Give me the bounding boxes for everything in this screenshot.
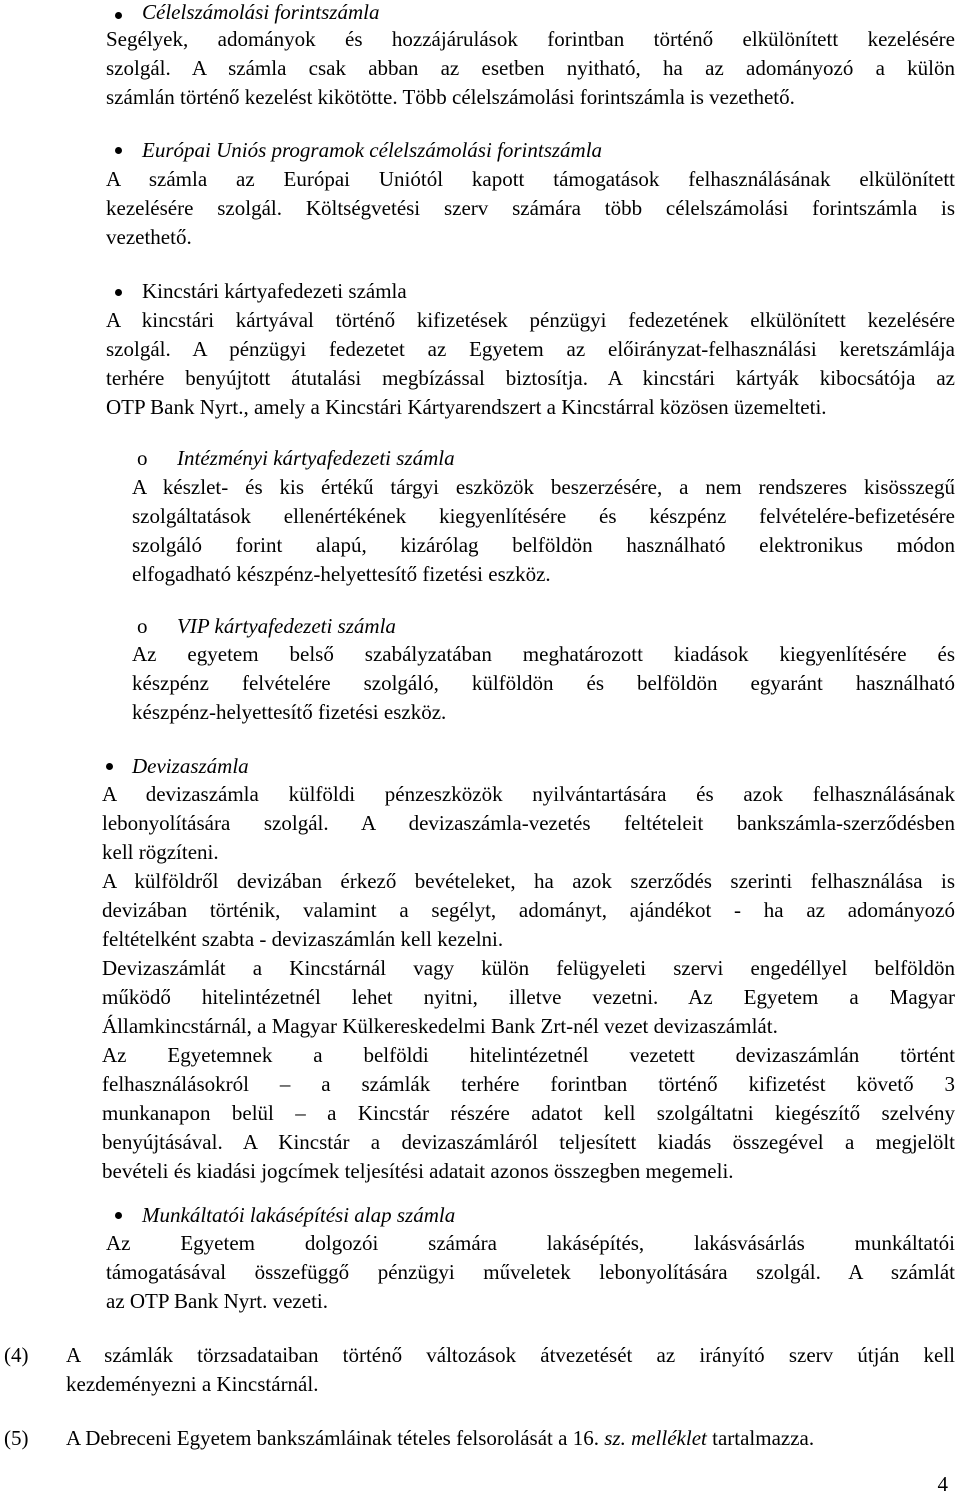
text-line: Az Egyetem dolgozói számára lakásépítés, lakásvásárlás munkáltatói [106, 1231, 955, 1255]
text-line: számlán történő kezelést kikötötte. Több célelszámolási forintszámla is vezethető. [106, 85, 795, 109]
text-line: Devizaszámlát a Kincstárnál vagy külön felügyeleti szervi engedéllyel belföldön [102, 956, 955, 980]
text-segment: tartalmazza. [712, 1426, 815, 1450]
paragraph-number: (5) [4, 1426, 29, 1450]
text-line: Az Egyetemnek a belföldi hitelintézetnél vezetett devizaszámlán történt [102, 1043, 955, 1067]
section-body [132, 640, 955, 727]
text-line: szolgáltatások ellenértékének kiegyenlítésére és készpénz felvételére-befizetésére [132, 504, 955, 528]
bullet-icon [115, 1212, 122, 1219]
paragraph-number: (4) [4, 1343, 29, 1367]
text-line: készpénz-helyettesítő fizetési eszköz. [132, 700, 447, 724]
section-title: Célelszámolási forintszámla [142, 0, 380, 24]
text-line: A kincstári kártyával történő kifizetések pénzügyi fedezetének elkülönített kezelésére [106, 308, 955, 332]
text-line: terhére benyújtott átutalási megbízással biztosítja. A kincstári kártyák kibocsátója az [106, 366, 955, 390]
section-title: VIP kártyafedezeti számla [177, 614, 396, 638]
text-line: A számla az Európai Uniótól kapott támogatások felhasználásának elkülönített [106, 167, 955, 191]
text-line: munkanapon belül – a Kincstár részére adatot kell szolgáltatni kiegészítő szelvény [102, 1101, 955, 1125]
page-number: 4 [937, 1472, 948, 1496]
text-line: Az egyetem belső szabályzatában meghatározott kiadások kiegyenlítésére és [132, 642, 955, 666]
numbered-paragraph [66, 1341, 955, 1399]
text-line: Államkincstárnál, a Magyar Külkereskedelmi Bank Zrt-nél vezet devizaszámlát. [102, 1014, 778, 1038]
bullet-icon [115, 147, 122, 154]
section-body [102, 780, 955, 1186]
text-line: az OTP Bank Nyrt. vezeti. [106, 1289, 328, 1313]
text-line: A készlet- és kis értékű tárgyi eszközök beszerzésére, a nem rendszeres kisösszegű [132, 475, 955, 499]
bullet-icon [106, 763, 113, 770]
text-line: Segélyek, adományok és hozzájárulások forintban történő elkülönített kezelésére [106, 27, 955, 51]
text-line: elfogadható készpénz-helyettesítő fizetési eszköz. [132, 562, 551, 586]
section-body [106, 306, 955, 422]
text-line: bevételi és kiadási jogcímek teljesítési adatait azonos összegben megemeli. [102, 1159, 734, 1183]
text-line: A devizaszámla külföldi pénzeszközök nyilvántartására és azok felhasználásának [102, 782, 955, 806]
text-line: kezdeményezni a Kincstárnál. [66, 1372, 319, 1396]
section-body [106, 1229, 955, 1316]
text-line: szolgál. A pénzügyi fedezetet az Egyetem az előirányzat-felhasználási keretszámlája [106, 337, 955, 361]
text-line: kezelésére szolgál. Költségvetési szerv számára több célelszámolási forintszámla is [106, 196, 955, 220]
text-line: szolgál. A számla csak abban az esetben nyitható, ha az adományozó a külön [106, 56, 955, 80]
text-segment: A Debreceni Egyetem bankszámláinak tételes felsorolását a 16. [66, 1426, 599, 1450]
sub-bullet-marker: o [137, 446, 148, 470]
text-line: lebonyolítására szolgál. A devizaszámla-vezetés feltételeit bankszámla-szerződésben [102, 811, 955, 835]
section-title: Intézményi kártyafedezeti számla [177, 446, 455, 470]
text-line: kell rögzíteni. [102, 840, 219, 864]
annex-reference: sz. melléklet [604, 1426, 707, 1450]
text-line: működő hitelintézetnél lehet nyitni, illetve vezetni. Az Egyetem a Magyar [102, 985, 955, 1009]
text-line: támogatásával összefüggő pénzügyi műveletek lebonyolítására szolgál. A számlát [106, 1260, 955, 1284]
section-title: Munkáltatói lakásépítési alap számla [142, 1203, 456, 1227]
section-title: Kincstári kártyafedezeti számla [142, 279, 407, 303]
text-line: készpénz felvételére szolgáló, külföldön és belföldön egyaránt használható [132, 671, 955, 695]
text-line: A külföldről devizában érkező bevételeket, ha azok szerződés szerinti felhasználása is [102, 869, 955, 893]
section-title: Devizaszámla [132, 754, 249, 778]
section-body [132, 473, 955, 589]
text-line: benyújtásával. A Kincstár a devizaszámláról teljesített kiadás összegével a megjelölt [102, 1130, 955, 1154]
text-line: feltételként szabta - devizaszámlán kell kezelni. [102, 927, 504, 951]
numbered-paragraph [66, 1424, 814, 1453]
text-line: A számlák törzsadataiban történő változások átvezetését az irányító szerv útján kell [66, 1343, 955, 1367]
bullet-icon [115, 12, 122, 19]
section-body [106, 165, 955, 252]
text-line: vezethető. [106, 225, 192, 249]
section-body [106, 25, 955, 112]
bullet-icon [115, 289, 122, 296]
text-line: szolgáló forint alapú, kizárólag belföldön használható elektronikus módon [132, 533, 955, 557]
text-line: devizában történik, valamint a segélyt, adományt, ajándékot - ha az adományozó [102, 898, 955, 922]
text-line: felhasználásokról – a számlák terhére forintban történő kifizetést követő 3 [102, 1072, 955, 1096]
text-line: OTP Bank Nyrt., amely a Kincstári Kártyarendszert a Kincstárral közösen üzemelteti. [106, 395, 827, 419]
section-title: Európai Uniós programok célelszámolási forintszámla [142, 138, 603, 162]
sub-bullet-marker: o [137, 614, 148, 638]
